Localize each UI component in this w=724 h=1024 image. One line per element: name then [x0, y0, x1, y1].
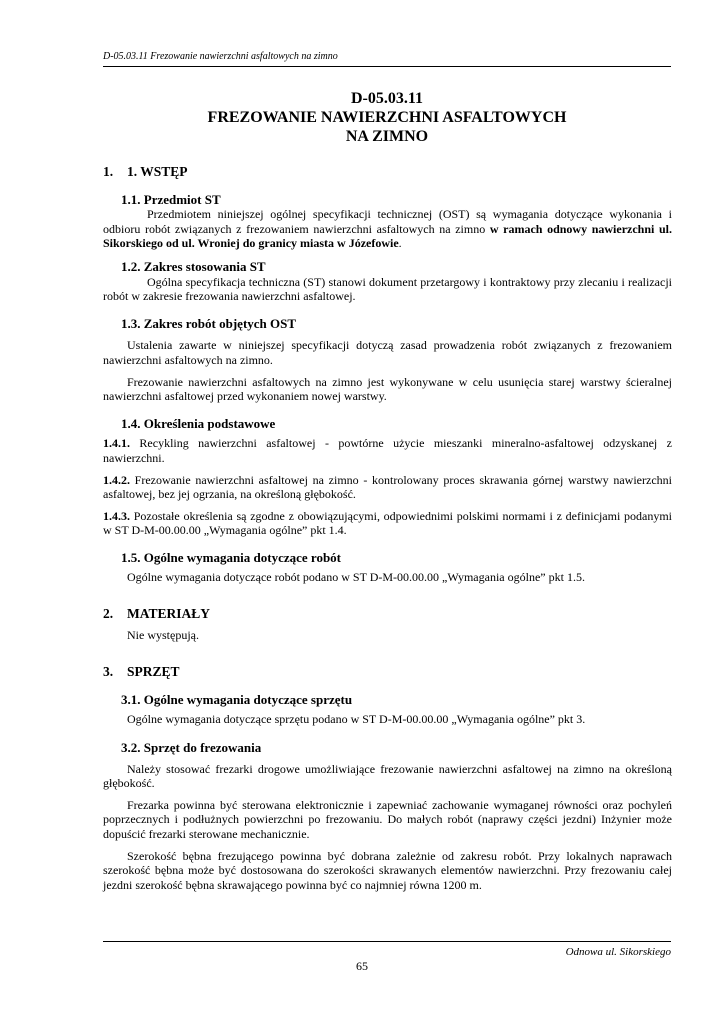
definition-1-4-3-text: Pozostałe określenia są zgodne z obowiązującymi, odpowiednimi polskimi normami i z definicjami podanymi w ST D-M-00.00.00 „Wymagania ogólne” pkt 1.4. — [103, 508, 672, 538]
section-3-2-paragraph-3: Szerokość bębna frezującego powinna być dobrana zależnie od zakresu robót. Przy lokalnych naprawach szerokość bębna może być dostosowana do szerokości skrawanych elementów nawierzchni. Przy frezowaniu całej jezdni szerokość bębna skrawającego powinna być co najmniej równa 1200 m. — [103, 848, 672, 892]
definition-1-4-2 — [103, 473, 672, 502]
section-1-3-paragraph-2: Frezowanie nawierzchni asfaltowych na zimno jest wykonywane w celu usunięcia starej warstwy ścieralnej nawierzchni asfaltowej przed wykonaniem nowej warstwy. — [103, 374, 672, 404]
section-1-3-heading: 1.3. Zakres robót objętych OST — [121, 315, 297, 331]
running-header: D-05.03.11 Frezowanie nawierzchni asfaltowych na zimno — [103, 51, 671, 67]
title-line-2: NA ZIMNO — [345, 128, 429, 145]
definition-1-4-1 — [103, 436, 672, 465]
title-code: D-05.03.11 — [351, 90, 423, 107]
section-1-4-heading: 1.4. Określenia podstawowe — [121, 415, 276, 431]
footer-label: Odnowa ul. Sikorskiego — [565, 946, 671, 958]
section-1-2-heading: 1.2. Zakres stosowania ST — [121, 258, 266, 274]
section-2-heading — [103, 607, 672, 622]
definition-1-4-1-text: Recykling nawierzchni asfaltowej - powtórne użycie mieszanki mineralno-asfaltowej odzyskanej z nawierzchni. — [103, 436, 672, 465]
section-3-title: SPRZĘT — [127, 664, 180, 680]
section-1-number: 1. — [103, 164, 114, 179]
section-1-1-end: . — [398, 236, 402, 251]
section-1-3-paragraph-1: Ustalenia zawarte w niniejszej specyfikacji dotyczą zasad prowadzenia robót związanych z frezowaniem nawierzchni asfaltowych na zimno. — [103, 338, 672, 367]
definition-1-4-3 — [103, 509, 672, 538]
section-2-number: 2. — [103, 606, 114, 622]
definition-1-4-3-number: 1.4.3. — [103, 508, 130, 523]
document-body — [103, 165, 672, 892]
section-3-heading — [103, 665, 672, 680]
section-3-2-paragraph-2: Frezarka powinna być sterowana elektronicznie i zapewniać zachowanie wymaganej równości oraz pochyleń poprzecznych i podłużnych powierzchni po frezowaniu. Do małych robót (naprawy części jezdni) Inżynier może dopuścić frezarki sterowane mechanicznie. — [103, 797, 672, 841]
definition-1-4-2-number: 1.4.2. — [103, 472, 130, 487]
section-1-1-heading: 1.1. Przedmiot ST — [121, 191, 221, 207]
section-3-2-heading: 3.2. Sprzęt do frezowania — [121, 740, 262, 756]
section-1-1-paragraph — [103, 207, 672, 251]
title-line-1: FREZOWANIE NAWIERZCHNI ASFALTOWYCH — [207, 109, 567, 126]
section-3-1-heading: 3.1. Ogólne wymagania dotyczące sprzętu — [121, 691, 353, 707]
definition-1-4-2-text: Frezowanie nawierzchni asfaltowej na zimno - kontrolowany proces skrawania górnej warstwy nawierzchni asfaltowej, bez jej ogrzania, na określoną głębokość. — [103, 472, 672, 502]
section-1-5-paragraph: Ogólne wymagania dotyczące robót podano w ST D-M-00.00.00 „Wymagania ogólne” pkt 1.5. — [127, 570, 585, 585]
section-1-1-bold-text: w ramach odnowy nawierzchni ul. Sikorskiego od ul. Wroniej do granicy miasta w Józefowie — [103, 221, 673, 251]
page-number: 65 — [356, 959, 368, 973]
section-1-2-paragraph: Ogólna specyfikacja techniczna (ST) stanowi dokument przetargowy i kontraktowy przy zlecaniu i realizacji robót w zakresie frezowania nawierzchni asfaltowej. — [103, 274, 672, 304]
section-1-title: 1. WSTĘP — [127, 164, 188, 179]
section-2-paragraph: Nie występują. — [127, 627, 199, 642]
section-1-5-heading: 1.5. Ogólne wymagania dotyczące robót — [121, 549, 342, 565]
section-3-number: 3. — [103, 664, 114, 680]
section-3-2-paragraph-1: Należy stosować frezarki drogowe umożliwiające frezowanie nawierzchni asfaltowej na zimno na określoną głębokość. — [103, 761, 672, 791]
section-2-title: MATERIAŁY — [127, 606, 211, 622]
document-title — [103, 89, 671, 146]
footer-divider — [103, 941, 671, 942]
definition-1-4-1-number: 1.4.1. — [103, 436, 130, 451]
section-1-heading — [103, 165, 672, 180]
section-1-1-text: Przedmiotem niniejszej ogólnej specyfikacji technicznej (OST) są wymagania dotyczące wykonania i odbioru robót związanych z frezowaniem nawierzchni asfaltowych na zimno — [103, 207, 672, 236]
section-3-1-paragraph: Ogólne wymagania dotyczące sprzętu podano w ST D-M-00.00.00 „Wymagania ogólne” pkt 3. — [127, 712, 586, 727]
